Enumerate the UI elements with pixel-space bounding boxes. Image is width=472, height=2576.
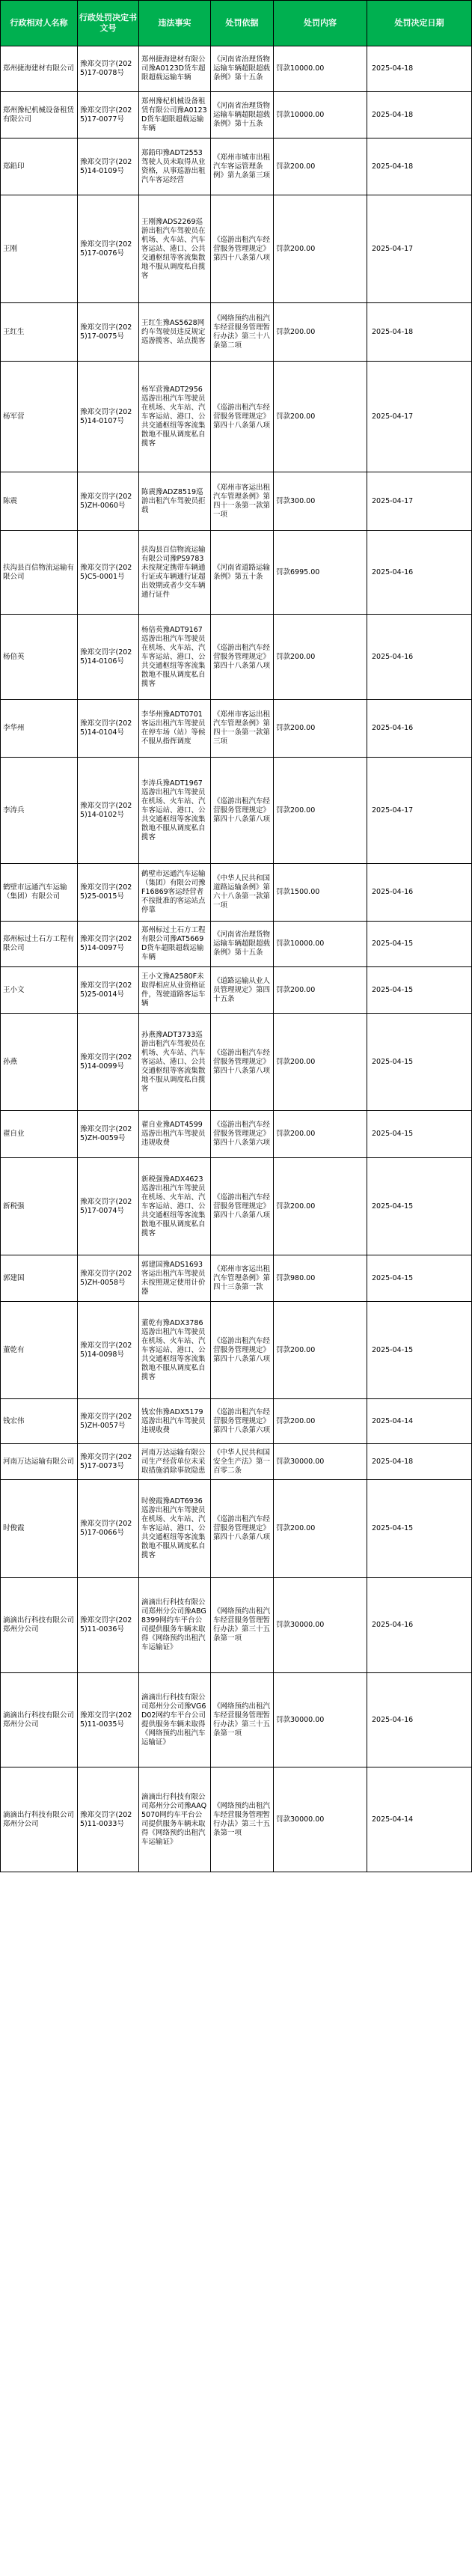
cell-doc-no: 豫郑交罚字(2025)14-0097号 (78, 922, 139, 967)
cell-penalty: 罚款200.00 (274, 1302, 367, 1399)
cell-basis: 《河南省治理货物运输车辆超限超载条例》第十五条 (211, 922, 274, 967)
cell-penalty: 罚款6995.00 (274, 531, 367, 615)
cell-party: 王红生 (1, 303, 78, 362)
cell-basis: 《网络预约出租汽车经营服务管理暂行办法》第三十五条第一项 (211, 1767, 274, 1872)
cell-basis: 《中华人民共和国安全生产法》第一百零二条 (211, 1444, 274, 1480)
cell-date: 2025-04-18 (367, 1444, 472, 1480)
cell-basis: 《郑州市客运出租汽车管理条例》第四十三条第一款 (211, 1255, 274, 1302)
cell-doc-no: 豫郑交罚字(2025)14-0106号 (78, 615, 139, 700)
cell-date: 2025-04-16 (367, 1673, 472, 1767)
cell-date: 2025-04-15 (367, 1158, 472, 1255)
cell-basis: 《巡游出租汽车经营服务管理规定》第四十八条第八项 (211, 1480, 274, 1578)
cell-facts: 滴滴出行科技有限公司郑州分公司豫AAQ5070网约车平台公司提供服务车辆未取得《网络预约出租汽车运输证》 (139, 1767, 211, 1872)
cell-doc-no: 豫郑交罚字(2025)ZH-0058号 (78, 1255, 139, 1302)
cell-doc-no: 豫郑交罚字(2025)14-0109号 (78, 138, 139, 195)
cell-penalty: 罚款980.00 (274, 1255, 367, 1302)
cell-party: 滴滴出行科技有限公司郑州分公司 (1, 1767, 78, 1872)
cell-party: 河南万达运输有限公司 (1, 1444, 78, 1480)
cell-facts: 王刚豫ADS2269巡游出租汽车驾驶员在机场、火车站、汽车客运站、港口、公共交通枢纽等客流集散地不服从调度私自揽客 (139, 195, 211, 303)
cell-basis: 《网络预约出租汽车经营服务管理暂行办法》第三十五条第一项 (211, 1673, 274, 1767)
cell-facts: 滴滴出行科技有限公司郑州分公司豫ABG8399网约车平台公司提供服务车辆未取得《网络预约出租汽车运输证》 (139, 1578, 211, 1673)
cell-basis: 《河南省道路运输条例》第五十条 (211, 531, 274, 615)
table-row (1, 1578, 472, 1673)
cell-doc-no: 豫郑交罚字(2025)25-0014号 (78, 967, 139, 1014)
cell-penalty: 罚款10000.00 (274, 92, 367, 138)
cell-party: 董乾有 (1, 1302, 78, 1399)
cell-date: 2025-04-16 (367, 700, 472, 758)
cell-penalty: 罚款30000.00 (274, 1578, 367, 1673)
cell-penalty: 罚款200.00 (274, 138, 367, 195)
header-doc-no: 行政处罚决定书文号 (78, 1, 139, 46)
cell-facts: 时俊霞豫ADT6936巡游出租汽车驾驶员在机场、火车站、汽车客运站、港口、公共交通枢纽等客流集散地不服从调度私自揽客 (139, 1480, 211, 1578)
cell-penalty: 罚款200.00 (274, 362, 367, 472)
cell-party: 陈震 (1, 472, 78, 531)
table-row (1, 362, 472, 472)
cell-facts: 河南万达运输有限公司生产经营单位未采取措施消除事故隐患 (139, 1444, 211, 1480)
cell-party: 时俊霞 (1, 1480, 78, 1578)
cell-penalty: 罚款200.00 (274, 1399, 367, 1444)
cell-facts: 郑州豫杞机械设备租赁有限公司豫A0123D货车超限超载运输车辆 (139, 92, 211, 138)
cell-party: 杨军营 (1, 362, 78, 472)
cell-facts: 李华州豫ADT0701客运出租汽车驾驶员在停车场（站）等候不服从指挥调度 (139, 700, 211, 758)
cell-penalty: 罚款200.00 (274, 1111, 367, 1158)
cell-doc-no: 豫郑交罚字(2025)14-0099号 (78, 1014, 139, 1111)
cell-party: 郑州豫杞机械设备租赁有限公司 (1, 92, 78, 138)
cell-penalty: 罚款200.00 (274, 967, 367, 1014)
table-row (1, 1158, 472, 1255)
table-row (1, 1767, 472, 1872)
table-header-row (1, 1, 472, 46)
cell-party: 王刚 (1, 195, 78, 303)
cell-doc-no: 豫郑交罚字(2025)11-0035号 (78, 1673, 139, 1767)
cell-penalty: 罚款10000.00 (274, 46, 367, 92)
table-row (1, 615, 472, 700)
cell-basis: 《巡游出租汽车经营服务管理规定》第四十八条第八项 (211, 1158, 274, 1255)
cell-doc-no: 豫郑交罚字(2025)17-0073号 (78, 1444, 139, 1480)
cell-penalty: 罚款200.00 (274, 700, 367, 758)
cell-basis: 《巡游出租汽车经营服务管理规定》第四十八条第八项 (211, 362, 274, 472)
cell-basis: 《巡游出租汽车经营服务管理规定》第四十八条第八项 (211, 195, 274, 303)
cell-doc-no: 豫郑交罚字(2025)17-0075号 (78, 303, 139, 362)
cell-facts: 陈震豫ADZ8519巡游出租汽车驾驶员拒载 (139, 472, 211, 531)
header-party: 行政相对人名称 (1, 1, 78, 46)
cell-doc-no: 豫郑交罚字(2025)14-0102号 (78, 758, 139, 864)
table-row (1, 864, 472, 922)
cell-date: 2025-04-17 (367, 472, 472, 531)
cell-basis: 《巡游出租汽车经营服务管理规定》第四十八条第八项 (211, 1014, 274, 1111)
cell-party: 翟自业 (1, 1111, 78, 1158)
cell-penalty: 罚款200.00 (274, 195, 367, 303)
cell-doc-no: 豫郑交罚字(2025)17-0066号 (78, 1480, 139, 1578)
cell-party: 杨倍英 (1, 615, 78, 700)
cell-basis: 《巡游出租汽车经营服务管理规定》第四十八条第八项 (211, 615, 274, 700)
cell-basis: 《河南省治理货物运输车辆超限超载条例》第十五条 (211, 46, 274, 92)
cell-facts: 王小文豫A2580F未取得相应从业资格证件，驾驶道路客运车辆 (139, 967, 211, 1014)
cell-doc-no: 豫郑交罚字(2025)ZH-0060号 (78, 472, 139, 531)
cell-doc-no: 豫郑交罚字(2025)14-0098号 (78, 1302, 139, 1399)
cell-facts: 翟自业豫ADT4599巡游出租汽车驾驶员违规收费 (139, 1111, 211, 1158)
cell-basis: 《河南省治理货物运输车辆超限超载条例》第十五条 (211, 92, 274, 138)
cell-date: 2025-04-15 (367, 922, 472, 967)
table-row (1, 1444, 472, 1480)
cell-facts: 郑鉛印豫ADT2553驾驶人员未取得从业资格，从事巡游出租汽车客运经营 (139, 138, 211, 195)
cell-penalty: 罚款30000.00 (274, 1673, 367, 1767)
cell-facts: 杨军营豫ADT2956巡游出租汽车驾驶员在机场、火车站、汽车客运站、港口、公共交通枢纽等客流集散地不服从调度私自揽客 (139, 362, 211, 472)
cell-penalty: 罚款10000.00 (274, 922, 367, 967)
cell-party: 李华州 (1, 700, 78, 758)
cell-penalty: 罚款200.00 (274, 1158, 367, 1255)
cell-doc-no: 豫郑交罚字(2025)11-0033号 (78, 1767, 139, 1872)
cell-doc-no: 豫郑交罚字(2025)C5-0001号 (78, 531, 139, 615)
table-row (1, 1255, 472, 1302)
cell-party: 郭建国 (1, 1255, 78, 1302)
cell-date: 2025-04-17 (367, 362, 472, 472)
cell-facts: 孙燕豫ADT3733巡游出租汽车驾驶员在机场、火车站、汽车客运站、港口、公共交通枢纽等客流集散地不服从调度私自揽客 (139, 1014, 211, 1111)
cell-party: 扶沟县百信物流运输有限公司 (1, 531, 78, 615)
cell-doc-no: 豫郑交罚字(2025)14-0107号 (78, 362, 139, 472)
cell-basis: 《巡游出租汽车经营服务管理规定》第四十八条第八项 (211, 758, 274, 864)
table-row (1, 472, 472, 531)
cell-penalty: 罚款200.00 (274, 303, 367, 362)
header-facts: 违法事实 (139, 1, 211, 46)
cell-basis: 《网络预约出租汽车经营服务管理暂行办法》第三十五条第一项 (211, 1578, 274, 1673)
cell-date: 2025-04-15 (367, 1302, 472, 1399)
cell-date: 2025-04-15 (367, 967, 472, 1014)
cell-facts: 鹤壁市远通汽车运输（集团）有限公司豫F16869客运经营者不按批准的客运站点停靠 (139, 864, 211, 922)
cell-facts: 王红生豫AS5628网约车驾驶员违反规定巡游揽客、站点揽客 (139, 303, 211, 362)
cell-facts: 钱宏伟豫ADX5179巡游出租汽车驾驶员违规收费 (139, 1399, 211, 1444)
cell-date: 2025-04-16 (367, 1578, 472, 1673)
cell-date: 2025-04-14 (367, 1767, 472, 1872)
cell-date: 2025-04-15 (367, 1255, 472, 1302)
cell-basis: 《巡游出租汽车经营服务管理规定》第四十八条第六项 (211, 1111, 274, 1158)
cell-doc-no: 豫郑交罚字(2025)ZH-0059号 (78, 1111, 139, 1158)
cell-party: 新税强 (1, 1158, 78, 1255)
table-row (1, 922, 472, 967)
cell-party: 鹤壁市远通汽车运输（集团）有限公司 (1, 864, 78, 922)
cell-date: 2025-04-15 (367, 1111, 472, 1158)
cell-date: 2025-04-18 (367, 303, 472, 362)
cell-doc-no: 豫郑交罚字(2025)14-0104号 (78, 700, 139, 758)
table-row (1, 1302, 472, 1399)
cell-penalty: 罚款300.00 (274, 472, 367, 531)
cell-date: 2025-04-16 (367, 531, 472, 615)
cell-date: 2025-04-17 (367, 195, 472, 303)
cell-basis: 《郑州市客运出租汽车管理条例》第四十一条第一款第三项 (211, 700, 274, 758)
table-row (1, 967, 472, 1014)
table-row (1, 92, 472, 138)
cell-doc-no: 豫郑交罚字(2025)17-0074号 (78, 1158, 139, 1255)
cell-date: 2025-04-18 (367, 138, 472, 195)
cell-party: 孙燕 (1, 1014, 78, 1111)
cell-date: 2025-04-18 (367, 92, 472, 138)
cell-basis: 《巡游出租汽车经营服务管理规定》第四十八条第八项 (211, 1302, 274, 1399)
cell-facts: 扶沟县百信物流运输有限公司豫PS9783未按规定携带车辆通行证或车辆通行证超出效期或者少交车辆通行证件 (139, 531, 211, 615)
cell-facts: 董乾有豫ADX3786巡游出租汽车驾驶员在机场、火车站、汽车客运站、港口、公共交通枢纽等客流集散地不服从调度私自揽客 (139, 1302, 211, 1399)
cell-basis: 《中华人民共和国道路运输条例》第六十八条第一款第一项 (211, 864, 274, 922)
cell-date: 2025-04-16 (367, 615, 472, 700)
cell-facts: 滴滴出行科技有限公司郑州分公司豫VG6D02网约车平台公司提供服务车辆未取得《网络预约出租汽车运输证》 (139, 1673, 211, 1767)
cell-date: 2025-04-18 (367, 46, 472, 92)
cell-date: 2025-04-15 (367, 1480, 472, 1578)
cell-date: 2025-04-14 (367, 1399, 472, 1444)
cell-party: 滴滴出行科技有限公司郑州分公司 (1, 1673, 78, 1767)
cell-party: 郑州捷海建材有限公司 (1, 46, 78, 92)
cell-doc-no: 豫郑交罚字(2025)17-0076号 (78, 195, 139, 303)
table-row (1, 1111, 472, 1158)
cell-facts: 郑州捷海建材有限公司豫A0123D货车超限超载运输车辆 (139, 46, 211, 92)
cell-penalty: 罚款30000.00 (274, 1767, 367, 1872)
table-row (1, 1480, 472, 1578)
cell-doc-no: 豫郑交罚字(2025)ZH-0057号 (78, 1399, 139, 1444)
header-content: 处罚内容 (274, 1, 367, 46)
cell-facts: 新税强豫ADX4623巡游出租汽车驾驶员在机场、火车站、汽车客运站、港口、公共交通枢纽等客流集散地不服从调度私自揽客 (139, 1158, 211, 1255)
cell-doc-no: 豫郑交罚字(2025)11-0036号 (78, 1578, 139, 1673)
cell-party: 钱宏伟 (1, 1399, 78, 1444)
table-row (1, 138, 472, 195)
cell-party: 王小文 (1, 967, 78, 1014)
table-row (1, 531, 472, 615)
table-row (1, 195, 472, 303)
cell-party: 郑鉛印 (1, 138, 78, 195)
cell-basis: 《道路运输从业人员管理规定》第四十五条 (211, 967, 274, 1014)
table-row (1, 303, 472, 362)
cell-party: 滴滴出行科技有限公司郑州分公司 (1, 1578, 78, 1673)
header-basis: 处罚依据 (211, 1, 274, 46)
table-row (1, 700, 472, 758)
cell-penalty: 罚款200.00 (274, 1014, 367, 1111)
cell-penalty: 罚款200.00 (274, 1480, 367, 1578)
cell-basis: 《郑州市客运出租汽车管理条例》第四十一条第一款第一项 (211, 472, 274, 531)
cell-doc-no: 豫郑交罚字(2025)25-0015号 (78, 864, 139, 922)
cell-facts: 杨倍英豫ADT9167巡游出租汽车驾驶员在机场、火车站、汽车客运站、港口、公共交通枢纽等客流集散地不服从调度私自揽客 (139, 615, 211, 700)
table-body (1, 46, 472, 1872)
cell-basis: 《郑州市城市出租汽车客运管理条例》第九条第三项 (211, 138, 274, 195)
cell-doc-no: 豫郑交罚字(2025)17-0078号 (78, 46, 139, 92)
table-row (1, 1399, 472, 1444)
cell-basis: 《网络预约出租汽车经营服务管理暂行办法》第三十八条第二项 (211, 303, 274, 362)
cell-date: 2025-04-15 (367, 1014, 472, 1111)
cell-basis: 《巡游出租汽车经营服务管理规定》第四十八条第六项 (211, 1399, 274, 1444)
table-row (1, 1673, 472, 1767)
cell-doc-no: 豫郑交罚字(2025)17-0077号 (78, 92, 139, 138)
cell-penalty: 罚款1500.00 (274, 864, 367, 922)
cell-facts: 李涛兵豫ADT1967巡游出租汽车驾驶员在机场、火车站、汽车客运站、港口、公共交通枢纽等客流集散地不服从调度私自揽客 (139, 758, 211, 864)
cell-date: 2025-04-17 (367, 758, 472, 864)
table-row (1, 1014, 472, 1111)
cell-party: 郑州标过土石方工程有限公司 (1, 922, 78, 967)
cell-penalty: 罚款200.00 (274, 615, 367, 700)
header-date: 处罚决定日期 (367, 1, 472, 46)
cell-penalty: 罚款30000.00 (274, 1444, 367, 1480)
cell-facts: 郑州标过土石方工程有限公司豫AT5669D货车超限超载运输车辆 (139, 922, 211, 967)
table-row (1, 758, 472, 864)
cell-party: 李涛兵 (1, 758, 78, 864)
cell-penalty: 罚款200.00 (274, 758, 367, 864)
cell-facts: 郭建国豫ADS1693客运出租汽车驾驶员未按照规定使用计价器 (139, 1255, 211, 1302)
table-row (1, 46, 472, 92)
cell-date: 2025-04-16 (367, 864, 472, 922)
